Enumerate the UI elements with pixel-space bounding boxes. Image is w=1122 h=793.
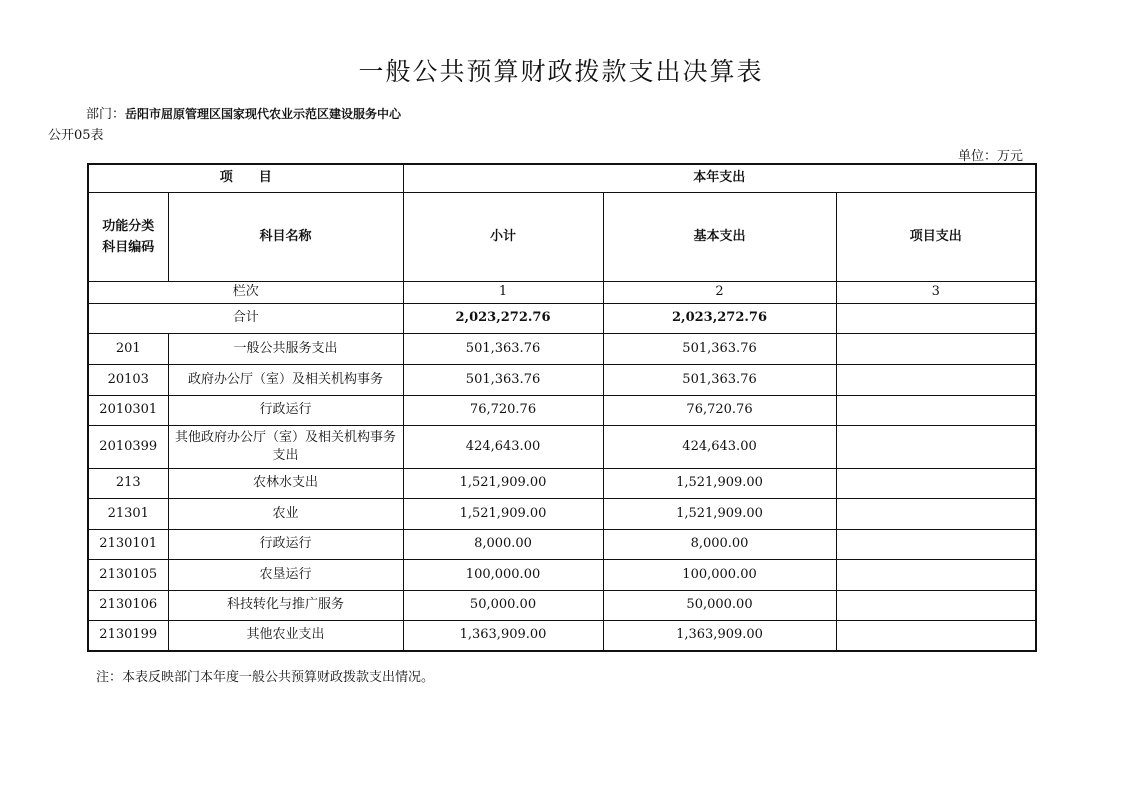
row-code: 2010301 [88, 395, 168, 425]
table-row [88, 620, 1036, 651]
footnote: 注：本表反映部门本年度一般公共预算财政拨款支出情况。 [96, 670, 435, 685]
row-subtotal: 1,521,909.00 [403, 498, 603, 529]
header-basic: 基本支出 [603, 192, 836, 281]
column-label: 栏次 [88, 281, 403, 303]
table-row [88, 395, 1036, 425]
row-basic: 1,363,909.00 [603, 620, 836, 651]
row-project [836, 498, 1036, 529]
row-name: 农业 [168, 498, 403, 529]
table-row [88, 498, 1036, 529]
column-number-3: 3 [836, 281, 1036, 303]
total-basic: 2,023,272.76 [603, 303, 836, 333]
table-row [88, 559, 1036, 590]
row-basic: 8,000.00 [603, 529, 836, 559]
row-name: 行政运行 [168, 395, 403, 425]
unit-label: 单位：万元 [958, 149, 1024, 164]
table-row [88, 468, 1036, 498]
row-code: 2130199 [88, 620, 168, 651]
row-subtotal: 1,363,909.00 [403, 620, 603, 651]
row-code: 21301 [88, 498, 168, 529]
row-name: 农垦运行 [168, 559, 403, 590]
header-subject-name: 科目名称 [168, 192, 403, 281]
page-title: 一般公共预算财政拨款支出决算表 [358, 57, 764, 86]
row-name: 政府办公厅（室）及相关机构事务 [168, 364, 403, 395]
row-subtotal: 8,000.00 [403, 529, 603, 559]
row-basic: 1,521,909.00 [603, 498, 836, 529]
row-code: 201 [88, 333, 168, 364]
department-line [86, 103, 401, 122]
row-subtotal: 1,521,909.00 [403, 468, 603, 498]
row-subtotal: 100,000.00 [403, 559, 603, 590]
row-subtotal: 501,363.76 [403, 364, 603, 395]
row-project [836, 590, 1036, 620]
row-project [836, 364, 1036, 395]
total-subtotal: 2,023,272.76 [403, 303, 603, 333]
row-code: 2010399 [88, 425, 168, 468]
row-code: 2130106 [88, 590, 168, 620]
table-code: 公开05表 [48, 128, 104, 143]
row-basic: 424,643.00 [603, 425, 836, 468]
row-project [836, 333, 1036, 364]
column-number-row [88, 281, 1036, 303]
row-code: 2130101 [88, 529, 168, 559]
row-subtotal: 76,720.76 [403, 395, 603, 425]
row-project [836, 395, 1036, 425]
row-subtotal: 424,643.00 [403, 425, 603, 468]
row-name: 其他农业支出 [168, 620, 403, 651]
row-basic: 501,363.76 [603, 364, 836, 395]
row-code: 20103 [88, 364, 168, 395]
header-subtotal: 小计 [403, 192, 603, 281]
department-label: 部门： [86, 107, 126, 122]
row-code: 2130105 [88, 559, 168, 590]
row-basic: 1,521,909.00 [603, 468, 836, 498]
header-row-2 [88, 192, 1036, 281]
row-project [836, 529, 1036, 559]
row-project [836, 425, 1036, 468]
row-code: 213 [88, 468, 168, 498]
header-row-1 [88, 164, 1036, 192]
row-name: 行政运行 [168, 529, 403, 559]
total-label: 合计 [88, 303, 403, 333]
row-basic: 50,000.00 [603, 590, 836, 620]
header-func-code: 功能分类 科目编码 [88, 192, 168, 281]
row-name: 一般公共服务支出 [168, 333, 403, 364]
table-row [88, 425, 1036, 468]
row-name: 科技转化与推广服务 [168, 590, 403, 620]
header-current-year: 本年支出 [403, 164, 1036, 192]
column-number-2: 2 [603, 281, 836, 303]
row-subtotal: 501,363.76 [403, 333, 603, 364]
header-project: 项目支出 [836, 192, 1036, 281]
row-subtotal: 50,000.00 [403, 590, 603, 620]
row-project [836, 468, 1036, 498]
expenditure-table [87, 163, 1037, 652]
column-number-1: 1 [403, 281, 603, 303]
header-item: 项 目 [88, 164, 403, 192]
row-name: 其他政府办公厅（室）及相关机构事务支出 [168, 425, 403, 468]
row-name: 农林水支出 [168, 468, 403, 498]
total-project [836, 303, 1036, 333]
row-basic: 76,720.76 [603, 395, 836, 425]
table-row [88, 529, 1036, 559]
row-project [836, 559, 1036, 590]
row-basic: 100,000.00 [603, 559, 836, 590]
row-basic: 501,363.76 [603, 333, 836, 364]
row-project [836, 620, 1036, 651]
table-row [88, 364, 1036, 395]
table-row [88, 333, 1036, 364]
department-value: 岳阳市屈原管理区国家现代农业示范区建设服务中心 [125, 107, 402, 121]
table-row [88, 590, 1036, 620]
total-row [88, 303, 1036, 333]
